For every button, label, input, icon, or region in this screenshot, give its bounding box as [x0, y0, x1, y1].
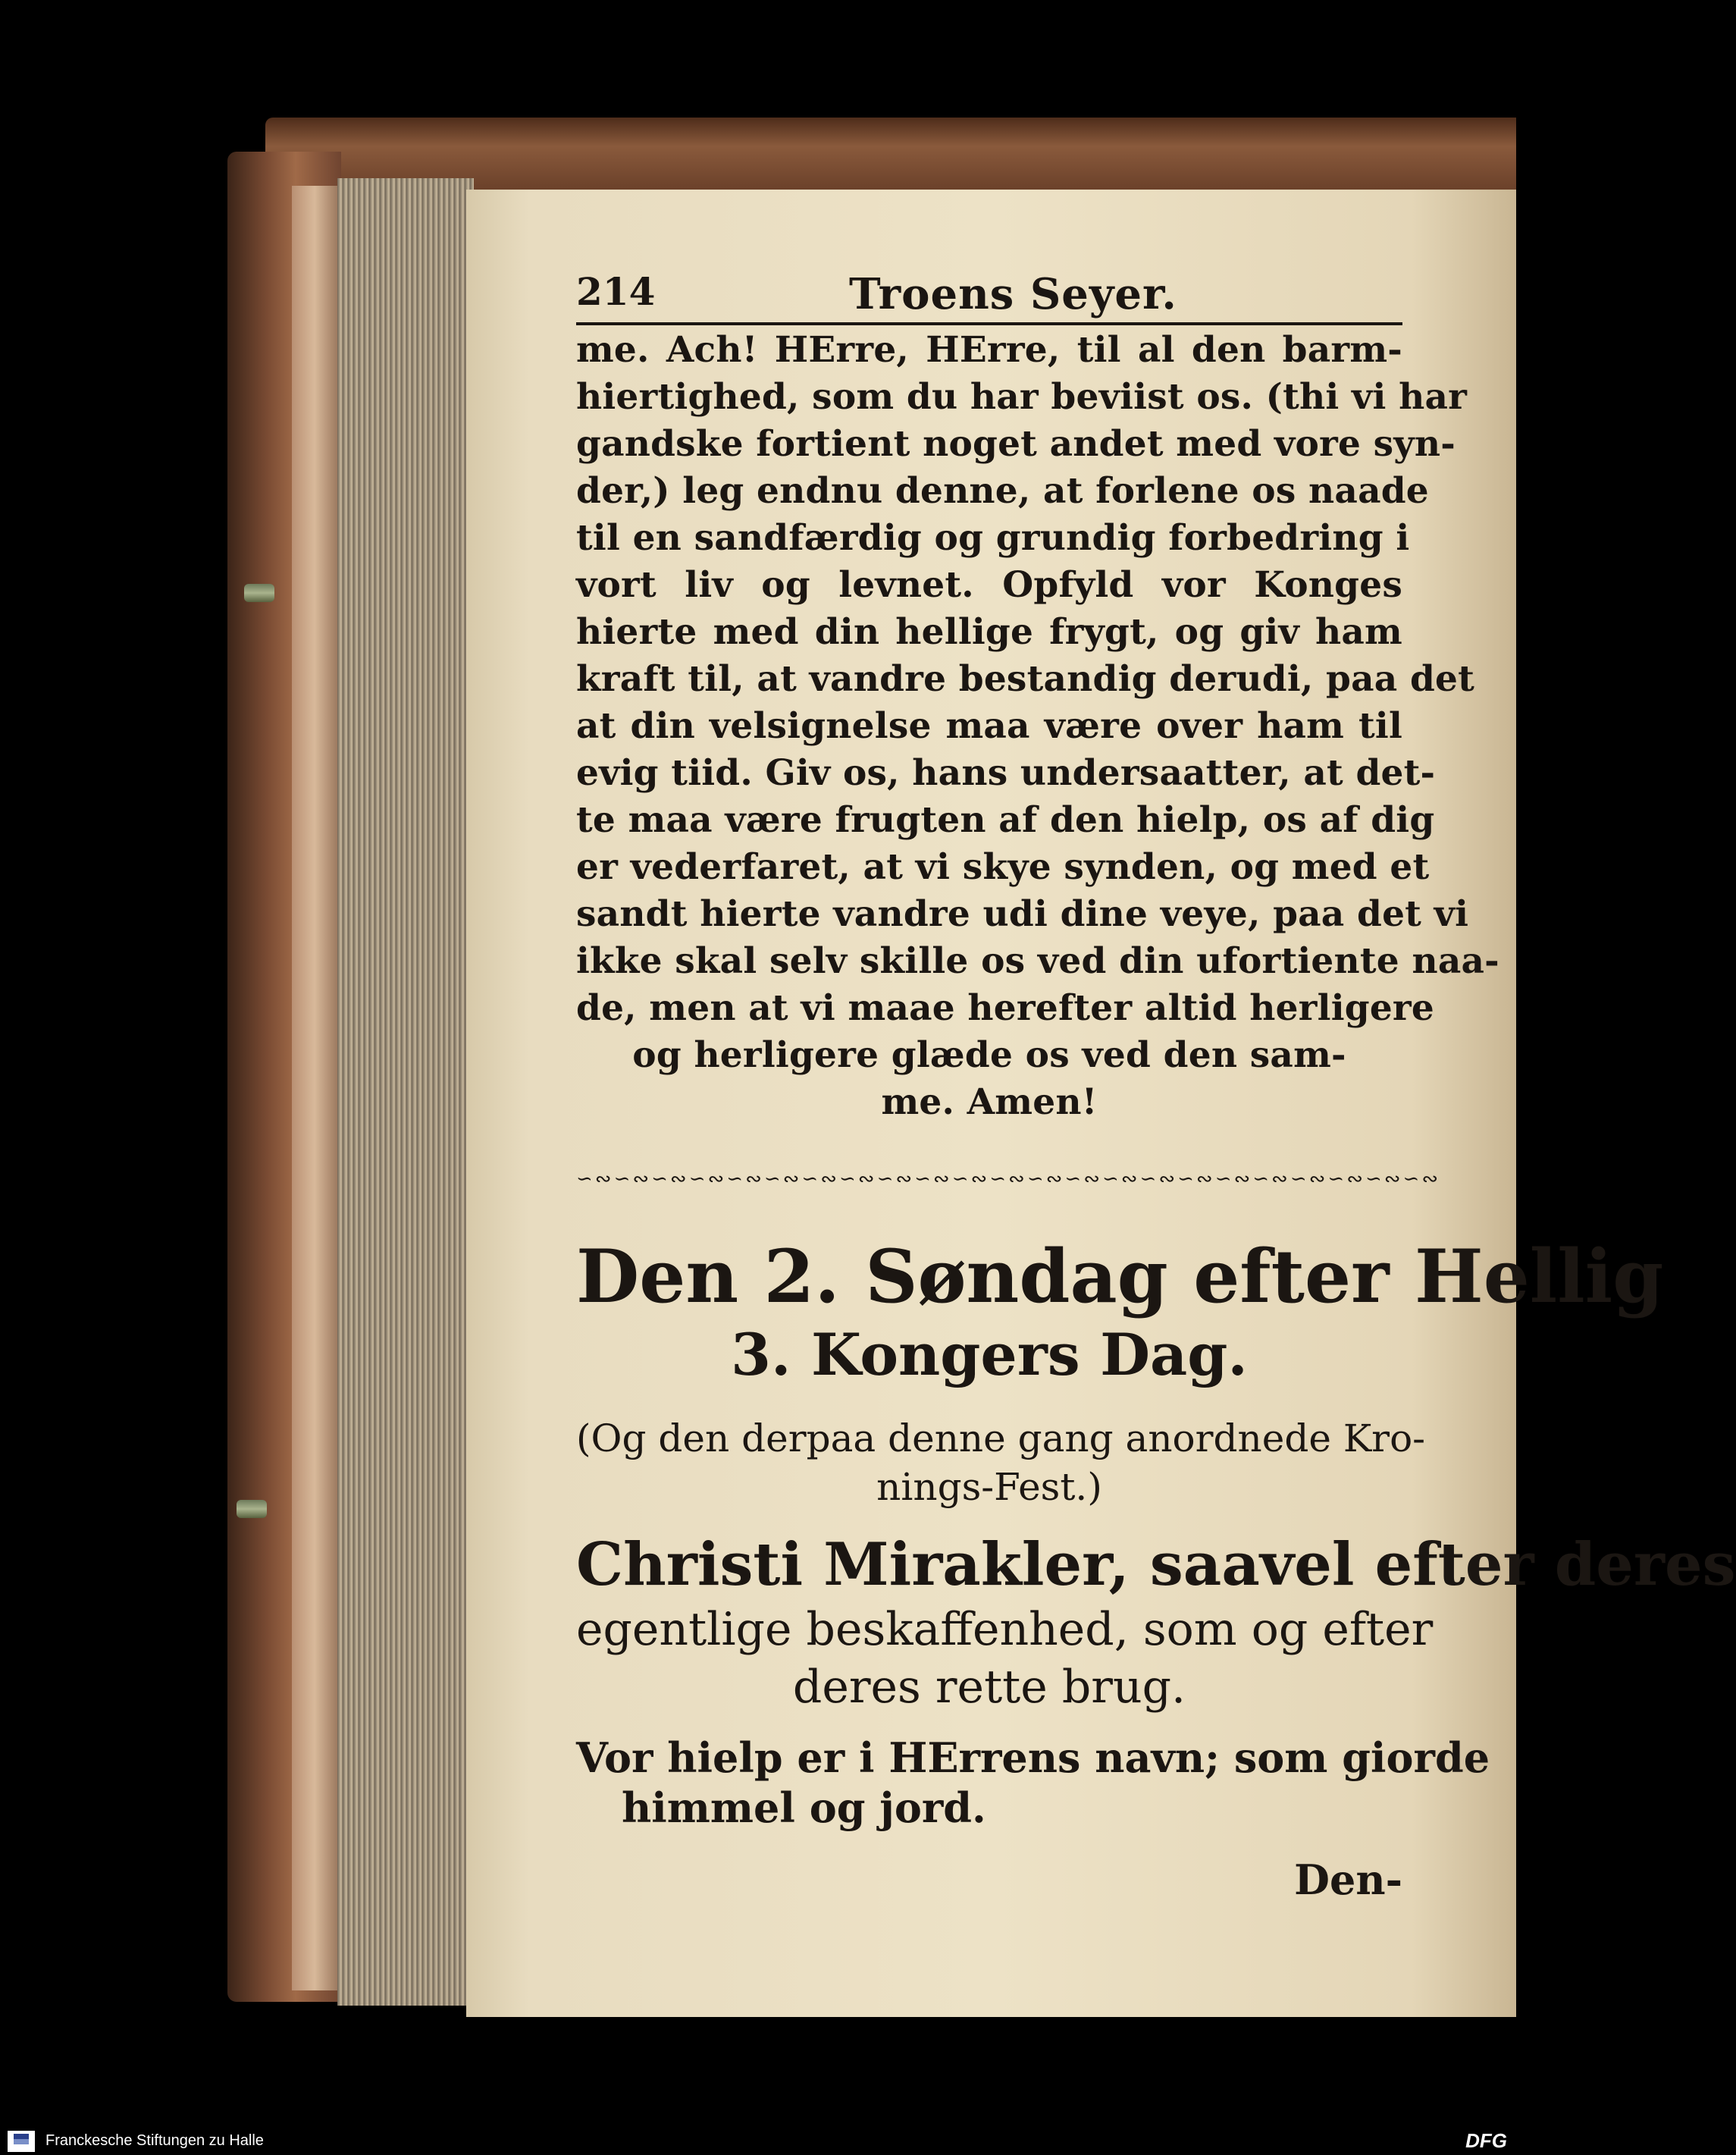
- text-line: te maa være frugten af den hielp, os af dig: [576, 799, 1435, 841]
- verse-line: Vor hielp er i HErrens navn; som giorde: [576, 1733, 1490, 1782]
- text-line: evig tiid. Giv os, hans undersaatter, at det-: [576, 752, 1436, 794]
- text-line: hiertighed, som du har beviist os. (thi vi har: [576, 376, 1468, 418]
- catchword: Den-: [1294, 1855, 1402, 1904]
- sermon-title-line2: egentlige beskaffenhed, som og efter: [576, 1603, 1434, 1656]
- subheading: (Og den derpaa denne gang anordnede Kro-: [576, 1416, 1426, 1460]
- section-heading: Den 2. Søndag efter Hellig: [576, 1234, 1664, 1319]
- verse-line-2: himmel og jord.: [622, 1783, 986, 1832]
- sermon-title-line3: deres rette brug.: [792, 1661, 1186, 1714]
- page-edges: [337, 178, 474, 2006]
- section-heading-line2: 3. Kongers Dag.: [731, 1321, 1248, 1388]
- text-line: hierte med din hellige frygt, og giv ham: [576, 611, 1402, 653]
- text-line: vort liv og levnet. Opfyld vor Konges: [576, 564, 1402, 606]
- clasp-lower: [237, 1500, 267, 1518]
- subheading-line2: nings-Fest.): [876, 1465, 1102, 1509]
- running-head: [576, 269, 1402, 325]
- text-line: me. Amen!: [881, 1081, 1098, 1123]
- dfg-logo: DFG: [1465, 2129, 1507, 2152]
- text-line: ikke skal selv skille os ved din ufortiente naa-: [576, 940, 1499, 982]
- prayer-text: [576, 327, 1499, 1126]
- text-line: me. Ach! HErre, HErre, til al den barm-: [576, 329, 1402, 371]
- ornament-rule: ∽∾∽∾∽∾∽∾∽∾∽∾∽∾∽∾∽∾∽∾∽∾∽∾∽∾∽∾∽∾∽∾∽∾∽∾∽∾∽∾∽∾∽∾∽∾: [576, 1168, 1441, 1190]
- text-line: der,) leg endnu denne, at forlene os naade: [576, 470, 1429, 512]
- text-line: og herligere glæde os ved den sam-: [632, 1034, 1346, 1076]
- page-text: [576, 269, 1736, 1904]
- text-line: gandske fortient noget andet med vore syn-: [576, 423, 1456, 465]
- book-fore-edge: [292, 186, 337, 1990]
- text-line: at din velsignelse maa være over ham til: [576, 705, 1402, 747]
- clasp-upper: [244, 584, 274, 602]
- text-line: kraft til, at vandre bestandig derudi, paa det: [576, 658, 1475, 700]
- running-title: Troens Seyer.: [849, 269, 1177, 319]
- institution-logo-icon: [8, 2131, 35, 2152]
- institution-label: Franckesche Stiftungen zu Halle: [45, 2132, 264, 2149]
- text-line: er vederfaret, at vi skye synden, og med et: [576, 846, 1430, 888]
- text-line: sandt hierte vandre udi dine veye, paa det vi: [576, 893, 1469, 935]
- text-line: de, men at vi maae herefter altid herligere: [576, 987, 1434, 1029]
- sermon-title: Christi Mirakler, saavel efter deres: [576, 1530, 1736, 1599]
- page-number: 214: [576, 269, 656, 314]
- text-line: til en sandfærdig og grundig forbedring i: [576, 517, 1410, 559]
